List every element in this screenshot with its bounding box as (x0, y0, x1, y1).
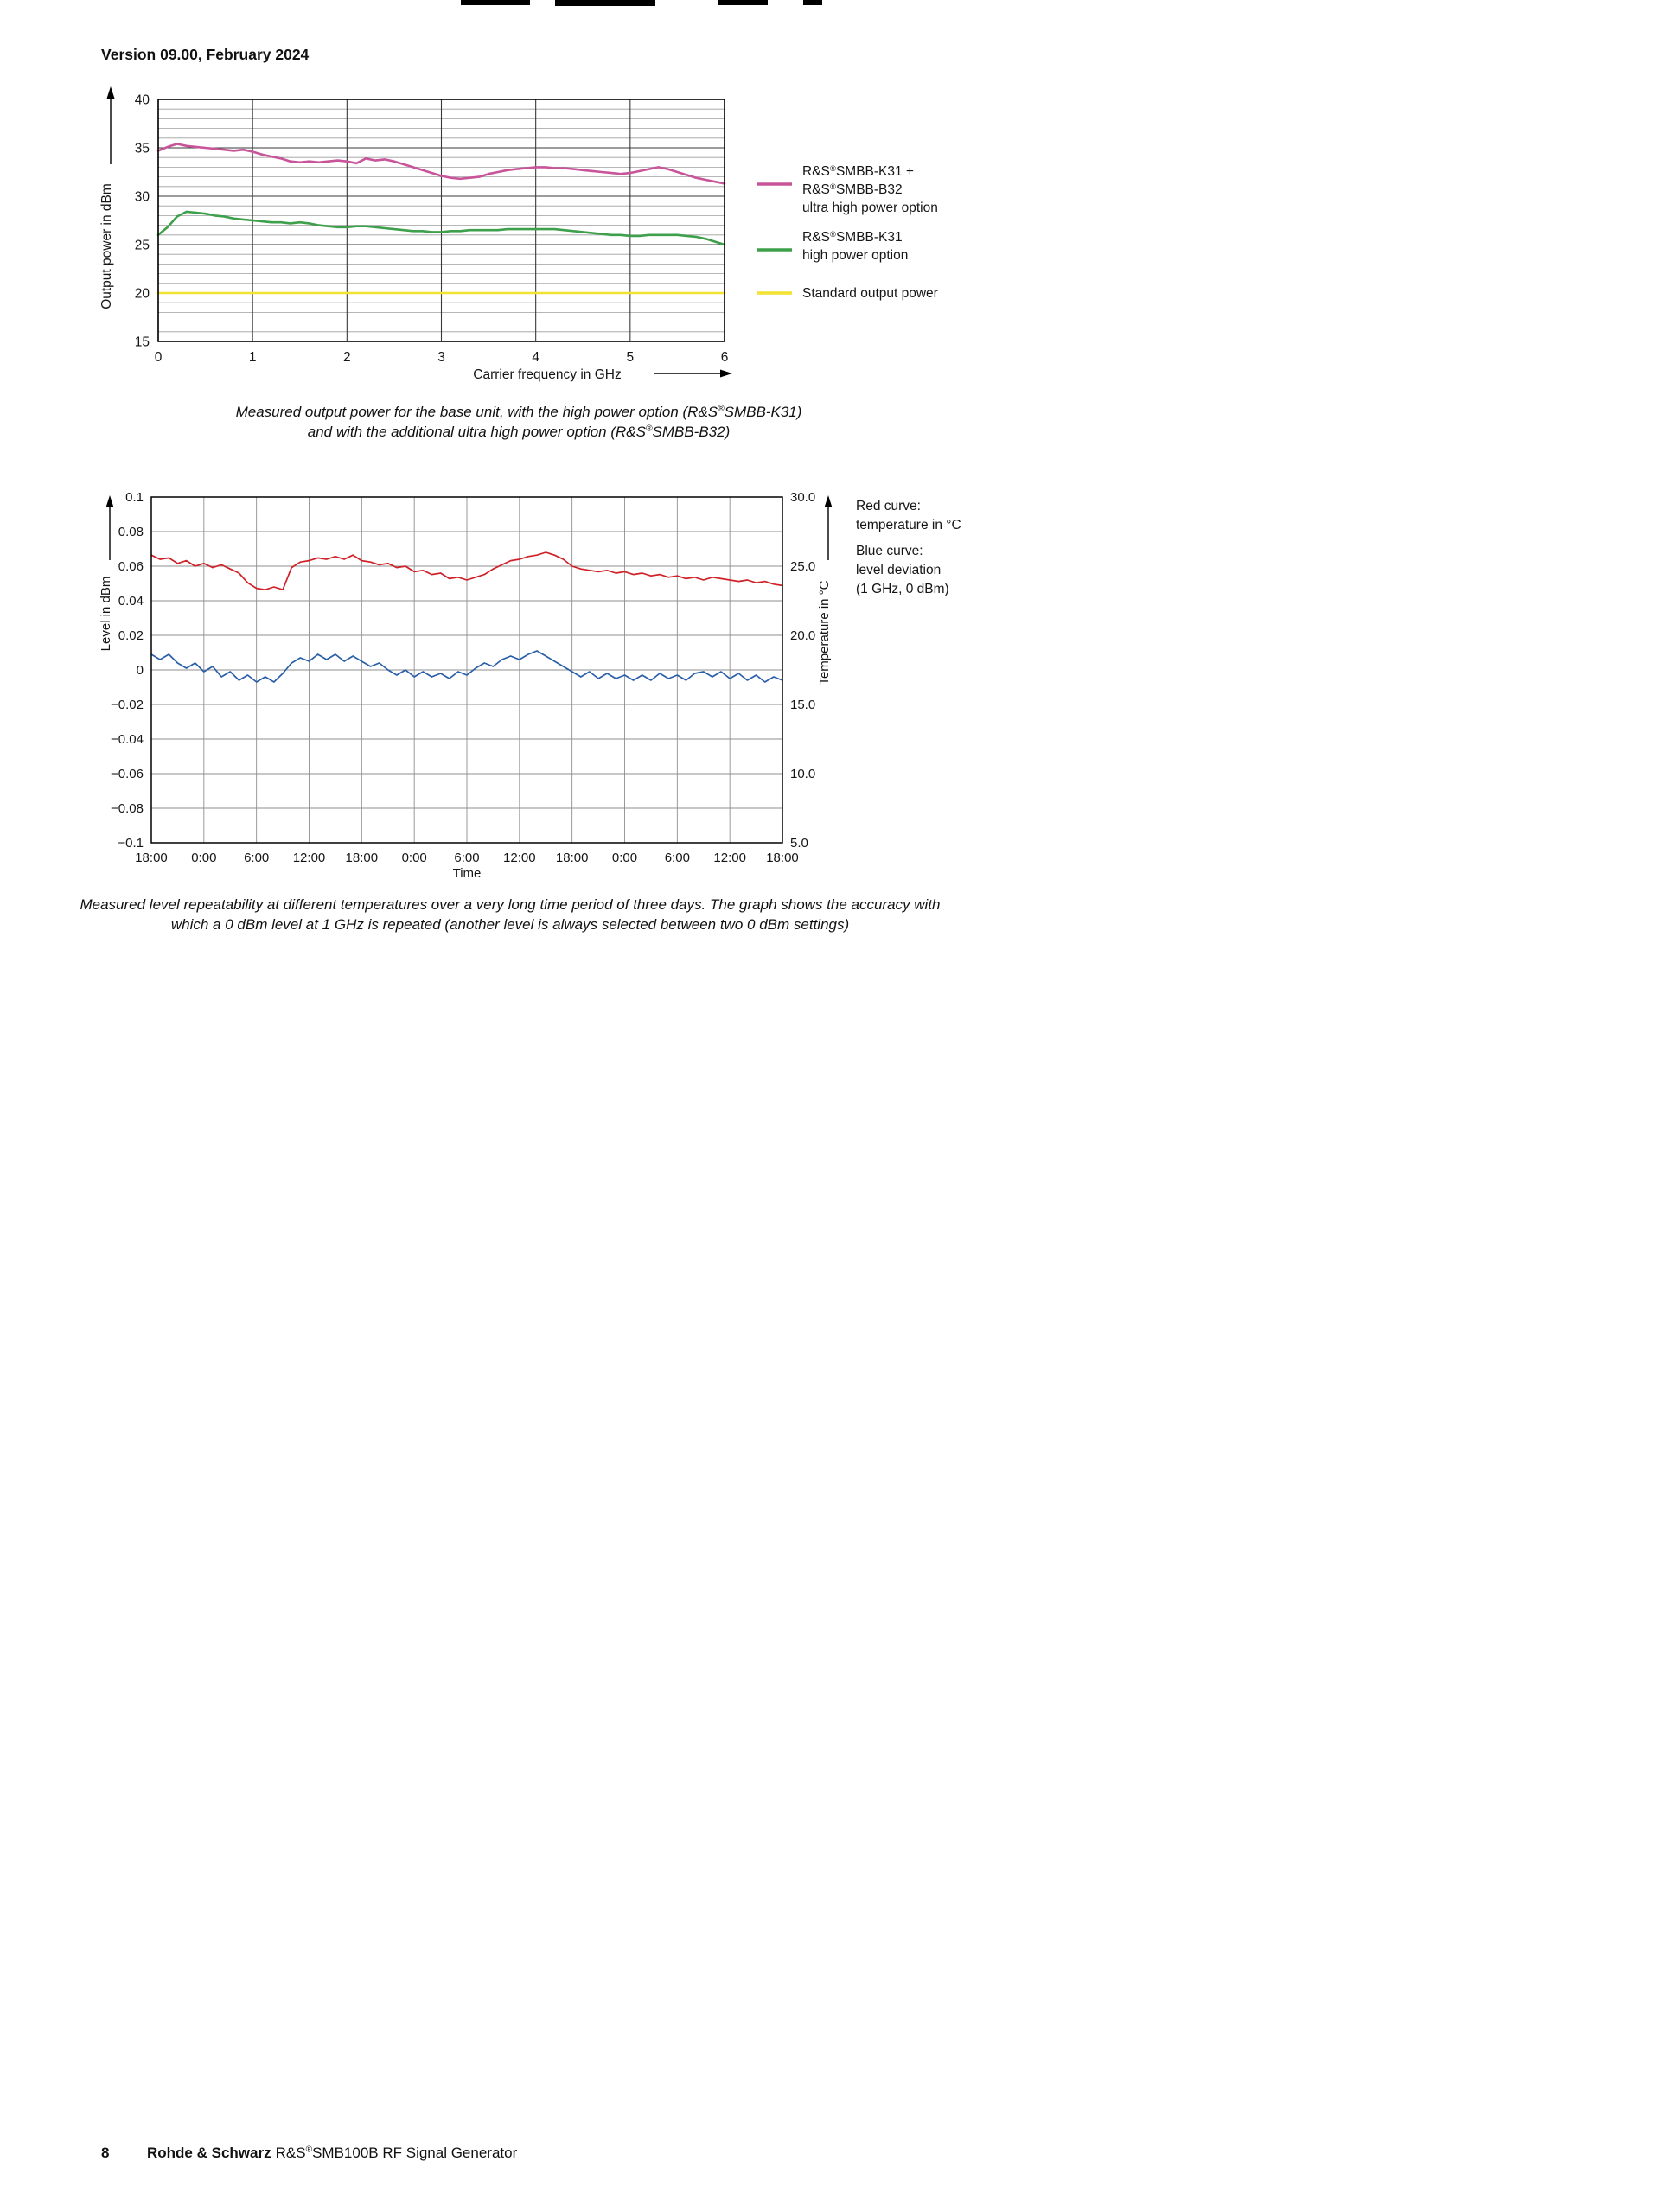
svg-text:0: 0 (154, 350, 163, 365)
chart2-caption-line2: which a 0 dBm level at 1 GHz is repeated (another level is always selected between two 0 dBm settings) (170, 915, 850, 933)
right-axis-arrowhead (825, 495, 833, 507)
svg-text:Carrier frequency in GHz: Carrier frequency in GHz (473, 367, 622, 382)
footer-product: R&S®SMB100B RF Signal Generator (275, 2145, 518, 2161)
svg-text:Temperature in °C: Temperature in °C (817, 580, 832, 685)
chart2-grid (151, 497, 782, 843)
footer-brand: Rohde & Schwarz (147, 2145, 271, 2161)
page-footer (101, 2145, 517, 2162)
svg-text:0.02: 0.02 (118, 628, 144, 643)
chart2-caption (0, 896, 1020, 934)
svg-text:−0.06: −0.06 (111, 767, 144, 781)
svg-text:−0.02: −0.02 (111, 698, 144, 712)
svg-text:0.08: 0.08 (118, 525, 144, 539)
svg-text:0:00: 0:00 (401, 851, 427, 865)
svg-text:R&S®SMBB-B32: R&S®SMBB-B32 (802, 182, 903, 197)
svg-text:Time: Time (452, 866, 482, 881)
svg-text:1: 1 (248, 350, 257, 365)
svg-text:temperature in °C: temperature in °C (856, 518, 961, 532)
svg-text:4: 4 (532, 350, 540, 365)
svg-text:30: 30 (134, 189, 150, 205)
chart1-caption-line2: and with the additional ultra high power option (R&S®SMBB-B32) (307, 423, 731, 440)
svg-text:20.0: 20.0 (790, 628, 816, 643)
svg-text:20: 20 (134, 286, 150, 302)
chart1-legend (757, 164, 938, 301)
output-power-chart (86, 82, 968, 398)
version-header: Version 09.00, February 2024 (101, 46, 310, 63)
scan-artifact (461, 0, 530, 5)
svg-text:40: 40 (134, 92, 150, 108)
svg-text:12:00: 12:00 (713, 851, 746, 865)
svg-text:0.1: 0.1 (125, 490, 144, 505)
svg-text:6:00: 6:00 (454, 851, 480, 865)
svg-text:12:00: 12:00 (503, 851, 536, 865)
svg-text:high power option: high power option (802, 248, 909, 263)
svg-text:0: 0 (136, 663, 144, 678)
chart1-caption-line1: Measured output power for the base unit, with the high power option (R&S®SMBB-K31) (235, 404, 802, 420)
svg-text:R&S®SMBB-K31 +: R&S®SMBB-K31 + (802, 164, 914, 179)
svg-text:30.0: 30.0 (790, 490, 816, 505)
svg-text:2: 2 (343, 350, 351, 365)
chart2-tick-labels (111, 490, 815, 881)
svg-text:6:00: 6:00 (244, 851, 270, 865)
svg-text:15.0: 15.0 (790, 698, 816, 712)
svg-text:25: 25 (134, 238, 150, 253)
x-axis-arrowhead (720, 370, 732, 378)
svg-text:level deviation: level deviation (856, 563, 942, 577)
chart1-axis-labels (99, 86, 732, 382)
scan-artifact (803, 0, 822, 5)
svg-text:12:00: 12:00 (292, 851, 326, 865)
svg-text:0.04: 0.04 (118, 594, 144, 609)
svg-text:15: 15 (134, 335, 150, 350)
svg-text:−0.04: −0.04 (111, 732, 144, 747)
chart2-legend (856, 499, 961, 596)
svg-text:25.0: 25.0 (790, 559, 816, 574)
svg-text:Output power in dBm: Output power in dBm (99, 183, 114, 309)
y-axis-arrowhead (107, 86, 115, 99)
svg-text:5.0: 5.0 (790, 836, 808, 851)
svg-text:6: 6 (720, 350, 729, 365)
svg-text:Blue curve:: Blue curve: (856, 544, 923, 558)
chart1-caption (86, 403, 951, 442)
svg-text:Standard output power: Standard output power (802, 286, 938, 301)
scan-artifact (718, 0, 768, 5)
svg-text:−0.1: −0.1 (118, 836, 144, 851)
svg-text:0:00: 0:00 (191, 851, 217, 865)
level-repeatability-chart (86, 484, 1020, 882)
chart2-caption-line1: Measured level repeatability at different temperatures over a very long time period of three days. The graph shows the accuracy with (80, 896, 941, 913)
svg-text:Level in dBm: Level in dBm (99, 576, 113, 652)
svg-text:−0.08: −0.08 (111, 801, 144, 816)
left-axis-arrowhead (106, 495, 114, 507)
svg-text:18:00: 18:00 (766, 851, 799, 865)
chart1-tick-labels (135, 93, 729, 366)
svg-text:ultra high power option: ultra high power option (802, 201, 938, 215)
svg-text:5: 5 (626, 350, 635, 365)
svg-text:18:00: 18:00 (555, 851, 589, 865)
svg-text:0.06: 0.06 (118, 559, 144, 574)
svg-text:18:00: 18:00 (135, 851, 168, 865)
svg-text:0:00: 0:00 (611, 851, 638, 865)
page-number: 8 (101, 2145, 110, 2161)
chart2-axis-labels (99, 495, 833, 685)
svg-text:18:00: 18:00 (345, 851, 379, 865)
svg-text:6:00: 6:00 (664, 851, 690, 865)
svg-text:3: 3 (437, 350, 445, 365)
scan-artifact (555, 0, 655, 6)
svg-text:R&S®SMBB-K31: R&S®SMBB-K31 (802, 230, 903, 245)
svg-text:Red curve:: Red curve: (856, 499, 921, 513)
svg-text:(1 GHz, 0 dBm): (1 GHz, 0 dBm) (856, 582, 949, 596)
svg-text:35: 35 (134, 141, 150, 156)
svg-text:10.0: 10.0 (790, 767, 816, 781)
